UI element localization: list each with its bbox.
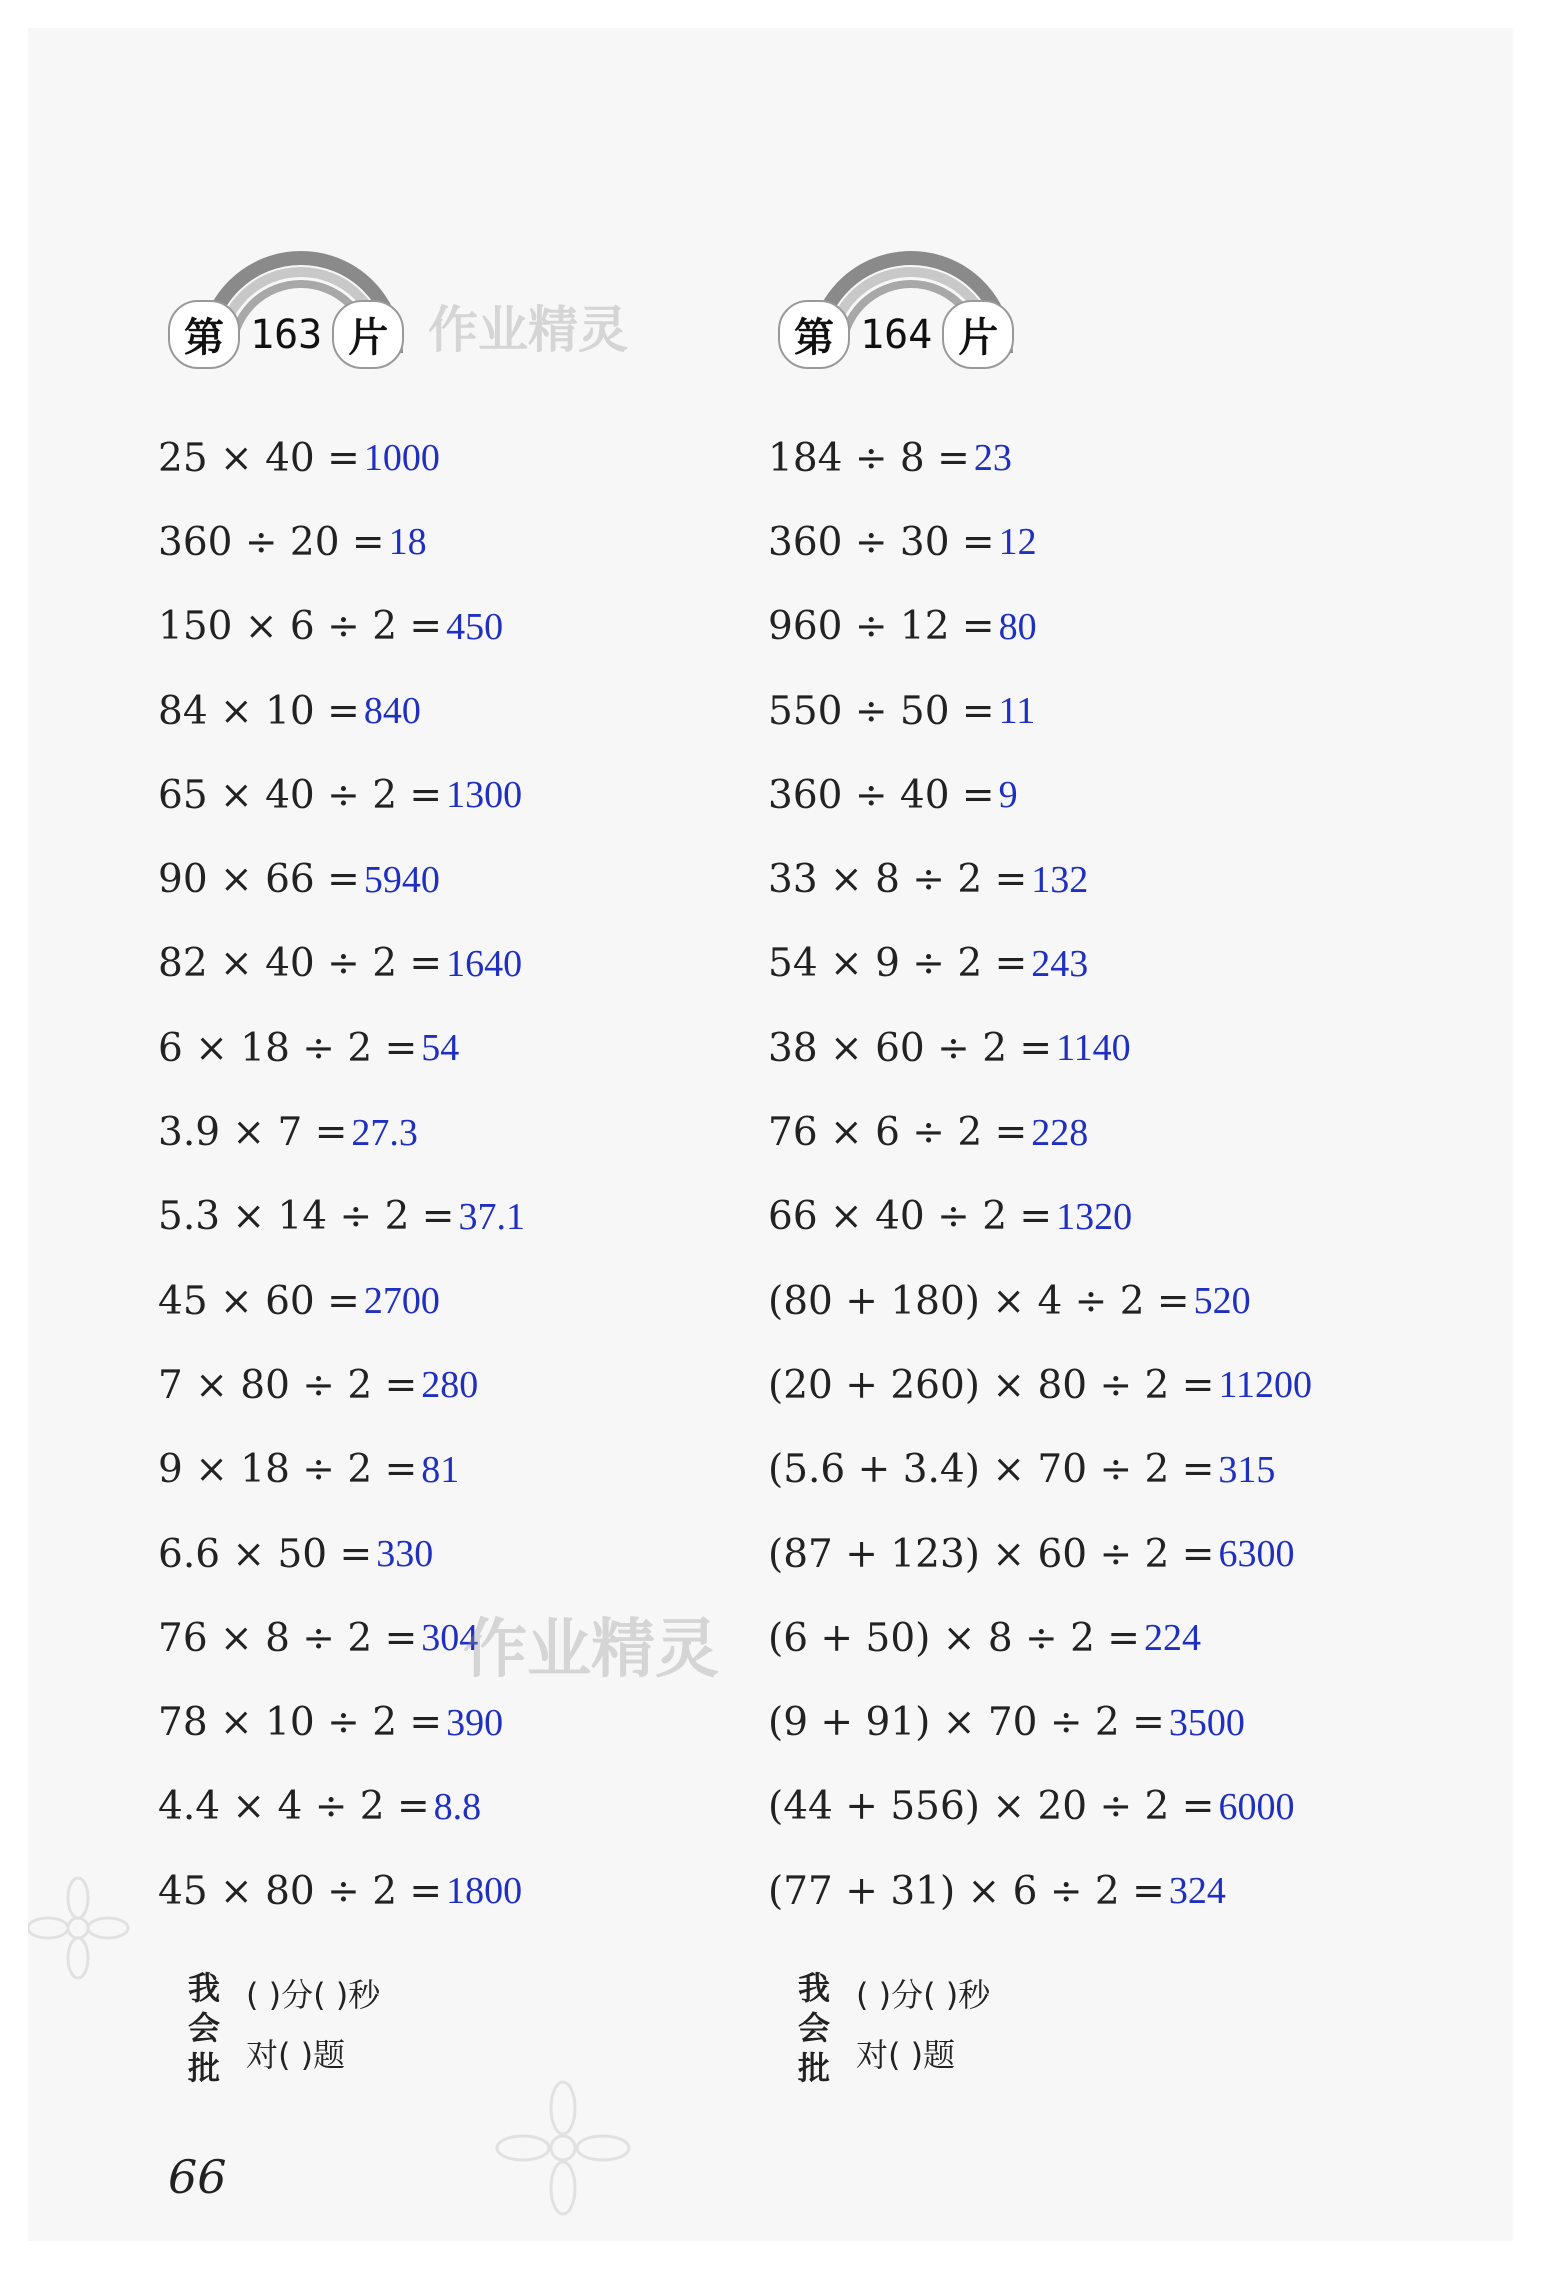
equation-answer[interactable]: 1000 [363,437,440,480]
equation-answer[interactable]: 5940 [363,858,440,901]
equation-answer[interactable]: 27.3 [351,1111,418,1154]
equation-answer[interactable]: 228 [1031,1111,1089,1154]
equation-answer[interactable]: 132 [1031,858,1089,901]
equation-row [158,837,758,921]
equation-expression: (20 + 260) × 80 ÷ 2 = [768,1362,1215,1408]
time-field[interactable]: ( )分( )秒 [246,1976,381,2014]
score-side-label: 我 会 批 [798,1969,831,2087]
equation-row [158,416,758,500]
equation-row [158,1512,758,1596]
equation-row [158,1006,758,1090]
equation-expression: 84 × 10 = [158,688,360,734]
equation-answer[interactable]: 304 [421,1617,479,1660]
equation-expression: 184 ÷ 8 = [768,435,970,481]
equation-answer[interactable]: 450 [446,605,504,648]
equation-expression: 550 ÷ 50 = [768,688,995,734]
equation-expression: 45 × 80 ÷ 2 = [158,1868,443,1914]
equation-expression: 9 × 18 ÷ 2 = [158,1447,418,1493]
equation-answer[interactable]: 224 [1144,1617,1201,1660]
equation-expression: (80 + 180) × 4 ÷ 2 = [768,1278,1190,1324]
time-field[interactable]: ( )分( )秒 [856,1976,991,2014]
equation-answer[interactable]: 12 [998,521,1037,564]
equation-row [768,1428,1368,1512]
equation-row [768,585,1368,669]
equation-answer[interactable]: 37.1 [458,1195,525,1238]
equation-row [158,1090,758,1174]
equation-expression: (87 + 123) × 60 ÷ 2 = [768,1531,1215,1577]
equation-expression: 38 × 60 ÷ 2 = [768,1025,1053,1071]
equation-answer[interactable]: 330 [376,1533,434,1575]
equation-expression: 76 × 6 ÷ 2 = [768,1110,1028,1156]
equation-row [768,1175,1368,1259]
equation-expression: 360 ÷ 40 = [768,772,995,818]
equation-row [768,922,1368,1006]
title-suffix: 片 [332,300,404,369]
section-header [168,238,408,368]
equation-expression: 82 × 40 ÷ 2 = [158,941,443,987]
equation-answer[interactable]: 390 [446,1701,504,1744]
equation-answer[interactable]: 1800 [446,1870,523,1913]
equation-answer[interactable]: 315 [1218,1448,1276,1491]
equation-row [158,1259,758,1343]
equation-answer[interactable]: 23 [973,437,1012,480]
section-number: 164 [860,311,933,358]
equation-answer[interactable]: 8.8 [433,1785,482,1828]
equation-row [768,1006,1368,1090]
equation-answer[interactable]: 1300 [446,774,523,817]
equation-answer[interactable]: 6300 [1218,1533,1295,1575]
flower-decoration-icon [28,1868,148,2008]
equation-expression: 54 × 9 ÷ 2 = [768,941,1028,987]
equation-row [158,500,758,584]
equation-expression: (6 + 50) × 8 ÷ 2 = [768,1615,1140,1661]
equation-answer[interactable]: 18 [388,521,427,564]
equation-answer[interactable]: 1140 [1056,1027,1131,1070]
score-side-label: 我 会 批 [188,1969,221,2087]
equation-expression: (77 + 31) × 6 ÷ 2 = [768,1868,1165,1914]
correct-count-field[interactable]: 对( )题 [246,2036,346,2074]
equation-answer[interactable]: 280 [421,1364,479,1407]
equation-expression: 65 × 40 ÷ 2 = [158,772,443,818]
equation-expression: 90 × 66 = [158,857,360,903]
equation-row [768,1849,1368,1933]
equation-answer[interactable]: 1640 [446,942,523,985]
equation-row [768,1680,1368,1764]
section-number: 163 [250,311,323,358]
equation-answer[interactable]: 1320 [1056,1195,1133,1238]
equation-expression: 66 × 40 ÷ 2 = [768,1194,1053,1240]
equation-row [158,1428,758,1512]
equation-expression: 5.3 × 14 ÷ 2 = [158,1194,455,1240]
equation-row [158,753,758,837]
equation-row [158,1175,758,1259]
equation-expression: (44 + 556) × 20 ÷ 2 = [768,1784,1215,1830]
equation-expression: 150 × 6 ÷ 2 = [158,604,443,650]
equation-answer[interactable]: 3500 [1168,1701,1245,1744]
equation-row [768,1343,1368,1427]
equation-row [158,922,758,1006]
watermark: 作业精灵 [463,1613,719,1687]
equation-row [768,1090,1368,1174]
equation-row [158,1343,758,1427]
equation-row [768,1596,1368,1680]
equation-answer[interactable]: 243 [1031,942,1089,985]
equation-expression: (5.6 + 3.4) × 70 ÷ 2 = [768,1447,1215,1493]
equation-expression: 360 ÷ 20 = [158,519,385,565]
title-suffix: 片 [942,300,1014,369]
equation-list [158,416,758,1933]
equation-expression: 6.6 × 50 = [158,1531,373,1577]
title-prefix: 第 [778,300,850,369]
equation-expression: 6 × 18 ÷ 2 = [158,1025,418,1071]
equation-row [158,1596,758,1680]
section-header [778,238,1018,368]
equation-row [768,416,1368,500]
equation-expression: 960 ÷ 12 = [768,604,995,650]
equation-answer[interactable]: 2700 [363,1280,440,1323]
equation-row [158,585,758,669]
equation-row [158,1765,758,1849]
equation-row [158,1680,758,1764]
equation-row [158,669,758,753]
equation-expression: 7 × 80 ÷ 2 = [158,1362,418,1408]
equation-expression: 45 × 60 = [158,1278,360,1324]
equation-expression: 4.4 × 4 ÷ 2 = [158,1784,430,1830]
worksheet-page [28,28,1513,2241]
equation-answer[interactable]: 11 [998,690,1036,733]
equation-answer[interactable]: 840 [363,690,421,733]
equation-row [768,1259,1368,1343]
correct-count-field[interactable]: 对( )题 [856,2036,956,2074]
flower-decoration-icon [488,2068,638,2228]
equation-answer[interactable]: 11200 [1218,1364,1313,1407]
equation-expression: 360 ÷ 30 = [768,519,995,565]
equation-answer[interactable]: 6000 [1218,1785,1295,1828]
equation-row [768,1512,1368,1596]
equation-answer[interactable]: 324 [1168,1870,1226,1913]
equation-row [768,500,1368,584]
equation-row [768,753,1368,837]
equation-expression: 25 × 40 = [158,435,360,481]
page-number: 66 [168,2150,227,2204]
equation-row [768,1765,1368,1849]
equation-answer[interactable]: 9 [998,774,1018,817]
watermark: 作业精灵 [428,301,628,359]
equation-answer[interactable]: 520 [1193,1280,1251,1323]
equation-expression: 3.9 × 7 = [158,1110,348,1156]
equation-row [768,837,1368,921]
section-title [168,300,404,369]
equation-expression: 76 × 8 ÷ 2 = [158,1615,418,1661]
equation-row [768,669,1368,753]
equation-answer[interactable]: 80 [998,605,1037,648]
equation-expression: (9 + 91) × 70 ÷ 2 = [768,1700,1165,1746]
equation-expression: 78 × 10 ÷ 2 = [158,1700,443,1746]
equation-expression: 33 × 8 ÷ 2 = [768,857,1028,903]
equation-row [158,1849,758,1933]
title-prefix: 第 [168,300,240,369]
equation-answer[interactable]: 81 [421,1448,460,1491]
section-title [778,300,1014,369]
equation-answer[interactable]: 54 [421,1027,460,1070]
equation-list [768,416,1368,1933]
